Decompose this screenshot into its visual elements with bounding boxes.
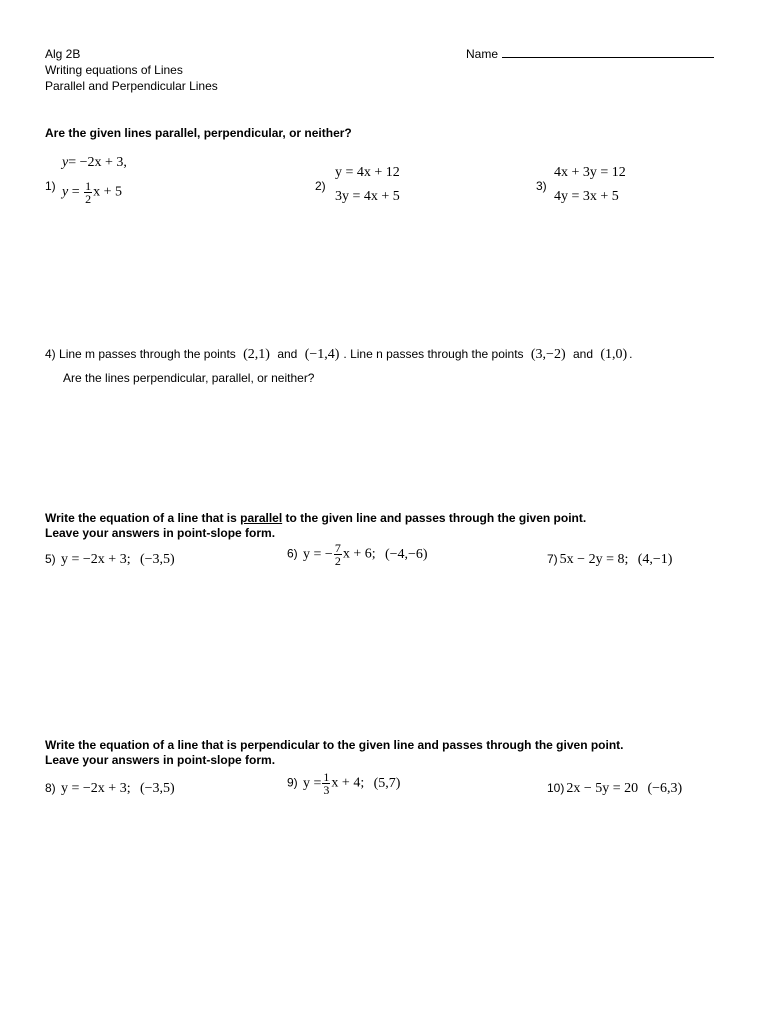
point-n2: (1,0): [600, 347, 628, 362]
problem-1-line1: y= −2x + 3,: [62, 155, 127, 170]
problem-9: 9) y = $\frac{1}{3}$ x + 4; (5,7): [287, 770, 401, 797]
problem-10: 10) 2x − 5y = 20 (−6,3): [547, 781, 683, 796]
point-m1: (2,1): [243, 347, 270, 362]
problem-8: 8) y = −2x + 3; (−3,5): [45, 781, 175, 796]
name-label: Name: [466, 47, 499, 61]
course-label: Alg 2B: [45, 47, 81, 61]
problem-4-line1: 4) Line m passes through the points (2,1) and (−1,4) . Line n passes through the points (3,−2) and (1,0) .: [45, 347, 633, 362]
fraction-seven-halves: $\frac{7}{2}$: [334, 541, 341, 568]
topic-label: Writing equations of Lines: [45, 63, 183, 77]
section4-instruction: Write the equation of a line that is perpendicular to the given line and passes through the given point.: [45, 738, 624, 752]
problem-5: 5) y = −2x + 3; (−3,5): [45, 552, 175, 567]
problem-3-line2: 4y = 3x + 5: [554, 189, 619, 204]
problem-3-line1: 4x + 3y = 12: [554, 165, 626, 180]
problem-3-number: 3): [536, 179, 547, 193]
section1-instruction: Are the given lines parallel, perpendicular, or neither?: [45, 126, 352, 140]
subtopic-label: Parallel and Perpendicular Lines: [45, 79, 218, 93]
name-field: [466, 46, 714, 62]
fraction-one-half: $\frac{1}{2}$: [85, 179, 92, 206]
name-blank[interactable]: [502, 47, 714, 58]
problem-2-line2: 3y = 4x + 5: [335, 189, 400, 204]
problem-2-number: 2): [315, 179, 326, 193]
problem-6: 6) y = − $\frac{7}{2}$ x + 6; (−4,−6): [287, 541, 428, 568]
problem-1-number: 1): [45, 179, 56, 193]
point-m2: (−1,4): [304, 347, 340, 362]
problem-1-line2: y = $\frac{1}{2}$ x + 5: [62, 179, 123, 206]
fraction-one-third: $\frac{1}{3}$: [323, 770, 330, 797]
section4-instruction-line2: Leave your answers in point-slope form.: [45, 753, 276, 767]
section3-instruction: Write the equation of a line that is parallel to the given line and passes through the given point.: [45, 511, 587, 525]
section3-instruction-line2: Leave your answers in point-slope form.: [45, 526, 276, 540]
problem-4-line2: Are the lines perpendicular, parallel, or neither?: [63, 371, 315, 385]
problem-2-line1: y = 4x + 12: [335, 165, 400, 180]
problem-7: 7) 5x − 2y = 8; (4,−1): [547, 552, 673, 567]
point-n1: (3,−2): [530, 347, 566, 362]
